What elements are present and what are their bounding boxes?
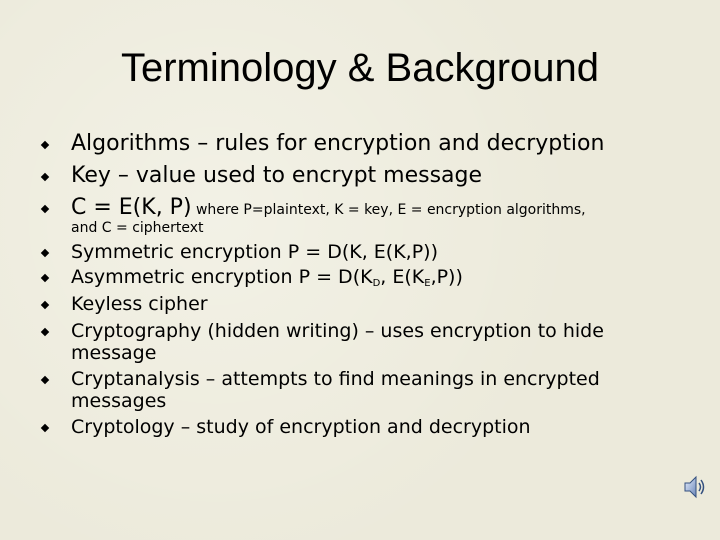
diamond-bullet-icon: [41, 376, 49, 384]
diamond-bullet-icon: [41, 141, 49, 149]
item-text-continued: messages: [71, 390, 167, 412]
item-text: [71, 266, 463, 288]
diamond-bullet-icon: [41, 274, 49, 282]
speaker-icon[interactable]: [682, 474, 708, 500]
slide-title: Terminology & Background: [120, 46, 600, 90]
formula-note-continued: and C = ciphertext: [71, 220, 204, 236]
item-text: Keyless cipher: [71, 293, 208, 315]
text-part: Asymmetric encryption P = D(K: [71, 266, 373, 288]
subscript: E: [424, 278, 431, 289]
item-text: Cryptology – study of encryption and decryption: [71, 416, 531, 438]
diamond-bullet-icon: [41, 205, 49, 213]
item-text: [71, 195, 586, 223]
diamond-bullet-icon: [41, 249, 49, 257]
diamond-bullet-icon: [41, 424, 49, 432]
text-part: ,P)): [430, 266, 463, 288]
text-part: , E(K: [380, 266, 425, 288]
item-text: Symmetric encryption P = D(K, E(K,P)): [71, 241, 439, 263]
subscript: D: [372, 278, 381, 289]
item-text: Key – value used to encrypt message: [71, 163, 483, 188]
diamond-bullet-icon: [41, 173, 49, 181]
item-text: Cryptanalysis – attempts to find meanings in encrypted: [71, 368, 600, 390]
item-text-continued: message: [71, 342, 157, 364]
diamond-bullet-icon: [41, 328, 49, 336]
item-text: Algorithms – rules for encryption and decryption: [71, 131, 605, 156]
item-text: Cryptography (hidden writing) – uses encryption to hide: [71, 320, 604, 342]
diamond-bullet-icon: [41, 301, 49, 309]
formula: C = E(K, P): [71, 195, 192, 220]
formula-note: where P=plaintext, K = key, E = encryption algorithms,: [191, 202, 586, 218]
